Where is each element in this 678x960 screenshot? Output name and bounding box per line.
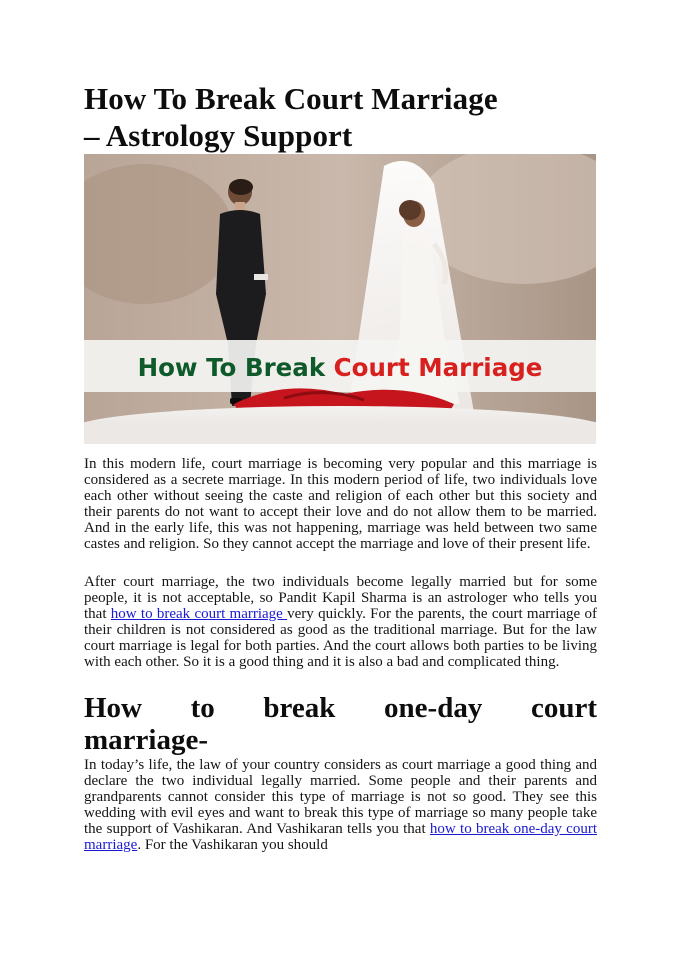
heading-word: break: [263, 692, 336, 724]
banner-text-red: Court Marriage: [333, 353, 543, 382]
title-line-2: – Astrology Support: [84, 118, 353, 153]
p3-text-before: In today’s life, the law of your country considers as court marriage a good thing and declare the two individual legally married. Some people and their parents and grandparents cannot consider this type of marriage is not so good. They see this wedding with evil eyes and want to break this type of marriage so many people take the support of Vashikaran. And Vashikaran tells you that: [84, 757, 597, 837]
link-break-one-day-court-marriage[interactable]: how to break one-day court marriage: [84, 820, 597, 853]
title-line-1: How To Break Court Marriage: [84, 81, 498, 116]
link-how-to-break-court-marriage[interactable]: how to break court marriage: [110, 605, 288, 622]
section-heading: [84, 692, 597, 756]
p3-text-after: . For the Vashikaran you should: [137, 836, 328, 853]
paragraph-intro: In this modern life, court marriage is becoming very popular and this marriage is considered as a secrete marriage. In this modern period of life, two individuals love each other without seeing the caste and religion of each other but this society and their parents do not want to accept their love and do not allow them to be married. And in the early life, this was not happening, marriage was held between two same castes and religion. So they cannot accept the marriage and love of their present life.: [84, 456, 597, 552]
heading-word: How: [84, 692, 142, 724]
banner-text-dark: How To Break: [137, 353, 334, 382]
wedding-cake-topper-illustration: [84, 154, 596, 444]
heading-word: court: [530, 692, 597, 724]
page-title: [84, 80, 604, 154]
section-heading-line-1: [84, 692, 597, 724]
heading-word: to: [190, 692, 215, 724]
banner-text: [138, 353, 543, 382]
section-heading-line-2: marriage-: [84, 724, 208, 756]
p2-text-before: After court marriage, the two individuals become legally married but for some people, it is not acceptable, so Pandit Kapil Sharma is an astrologer who tells you that: [84, 574, 597, 622]
hero-image: [84, 154, 596, 444]
heading-word: one-day: [384, 692, 483, 724]
paragraph-court-marriage: [84, 575, 597, 670]
p2-text-after: very quickly. For the parents, the court marriage of their children is not considered as good as the traditional marriage. But for the law court marriage is legal for both parties. And the court allows both parties to be living with each other. So it is a good thing and it is also a bad and complicated thing.: [84, 605, 597, 670]
paragraph-one-day: [84, 758, 597, 853]
